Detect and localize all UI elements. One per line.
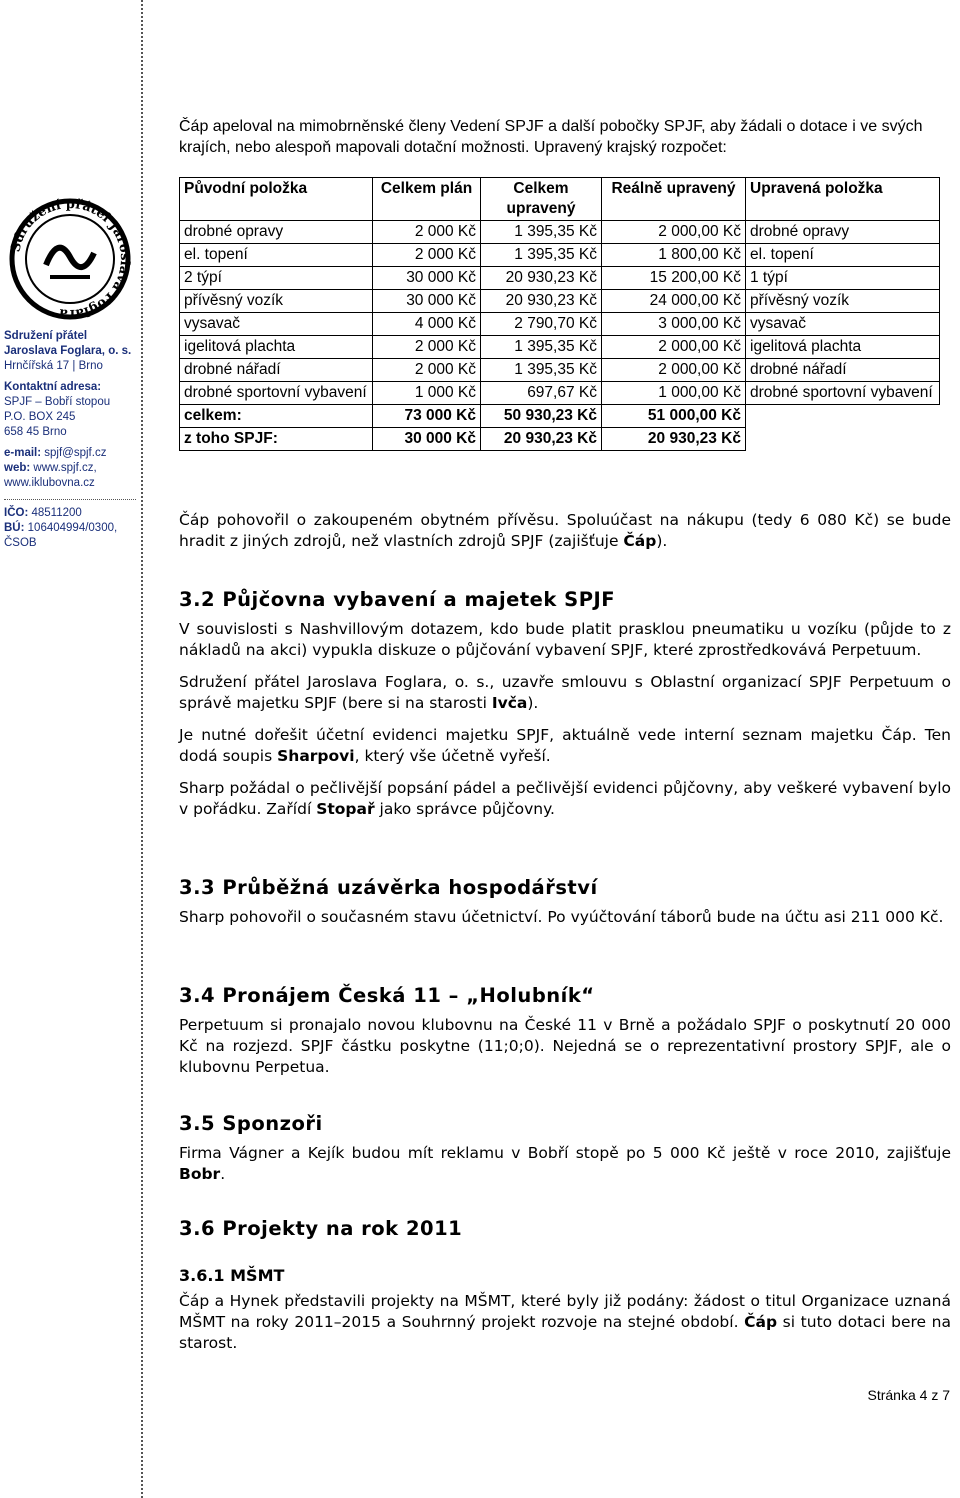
section-3-6: [179, 1217, 951, 1240]
web-line: web: www.spjf.cz,: [4, 462, 97, 474]
table-cell: 3 000,00 Kč: [602, 313, 746, 336]
section-3-6-1: [179, 1266, 951, 1354]
table-cell: 2 000 Kč: [373, 359, 481, 382]
table-cell: el. topení: [746, 244, 940, 267]
web-link[interactable]: www.spjf.cz,: [33, 462, 97, 474]
section-3-3: [179, 876, 951, 928]
table-cell: přívěsný vozík: [746, 290, 940, 313]
contact-line: 658 45 Brno: [4, 426, 67, 438]
section-heading: 3.4 Pronájem Česká 11 – „Holubník“: [179, 984, 595, 1007]
table-row: [180, 359, 940, 382]
column-header: Celkem plán: [373, 178, 481, 221]
svg-text:Sdružení přátel Jaroslava Fogl: Sdružení přátel Jaroslava Foglara: [8, 196, 133, 322]
section-heading: 3.6 Projekty na rok 2011: [179, 1217, 463, 1240]
table-cell: drobné opravy: [180, 221, 373, 244]
organization-seal-logo: [6, 195, 134, 323]
ico-line: IČO: 48511200: [4, 507, 82, 519]
section-heading: 3.2 Půjčovna vybavení a majetek SPJF: [179, 588, 616, 611]
table-total-row: [180, 428, 940, 451]
contact-line: SPJF – Bobří stopou: [4, 396, 111, 408]
table-row: [180, 244, 940, 267]
table-row: [180, 290, 940, 313]
section-3-5: [179, 1112, 951, 1185]
table-cell: igelitová plachta: [746, 336, 940, 359]
obytny-prives-paragraph: Čáp pohovořil o zakoupeném obytném přívěsu. Spoluúčast na nákupu (tedy 6 080 Kč) se bude hradit z jiných zdrojů, než vlastních zdrojů SPJF (zajišťuje Čáp).: [179, 511, 951, 550]
email-link[interactable]: spjf@spjf.cz: [44, 447, 107, 459]
margin-divider: [141, 0, 143, 1498]
paragraph: Sharp požádal o pečlivější popsání pádel a pečlivější evidenci půjčovny, aby veškeré vybavení bylo v pořádku. Zařídí Stopař jako správce půjčovny.: [179, 779, 951, 818]
table-cell: 2 000 Kč: [373, 221, 481, 244]
section-heading: 3.5 Sponzoři: [179, 1112, 323, 1135]
table-cell: 697,67 Kč: [481, 382, 602, 405]
web-link[interactable]: www.iklubovna.cz: [4, 477, 95, 489]
table-cell: 20 930,23 Kč: [481, 267, 602, 290]
column-header: Upravená položka: [746, 178, 940, 221]
paragraph: Firma Vágner a Kejík budou mít reklamu v Bobří stopě po 5 000 Kč ještě v roce 2010, zajišťuje Bobr.: [179, 1144, 951, 1183]
table-cell: 51 000,00 Kč: [602, 405, 746, 428]
table-cell: el. topení: [180, 244, 373, 267]
section-heading: 3.3 Průběžná uzávěrka hospodářství: [179, 876, 598, 899]
table-total-row: [180, 405, 940, 428]
empty-cell: [746, 405, 940, 428]
paragraph: Je nutné dořešit účetní evidenci majetku SPJF, aktuálně vede interní seznam majetku Čáp. Ten dodá soupis Sharpovi, který vše účetně vyřeší.: [179, 726, 951, 765]
table-cell: 1 000 Kč: [373, 382, 481, 405]
table-cell: drobné opravy: [746, 221, 940, 244]
table-cell: 1 395,35 Kč: [481, 221, 602, 244]
sidebar-divider: [4, 499, 136, 500]
table-cell: 2 790,70 Kč: [481, 313, 602, 336]
table-cell: 30 000 Kč: [373, 428, 481, 451]
contact-line: P.O. BOX 245: [4, 411, 76, 423]
paragraph: Sdružení přátel Jaroslava Foglara, o. s., uzavře smlouvu s Oblastní organizací SPJF Perpetuum o správě majetku SPJF (bere si na starosti Ivča).: [179, 673, 951, 712]
table-cell: 50 930,23 Kč: [481, 405, 602, 428]
paragraph: Sharp pohovořil o současném stavu účetnictví. Po vyúčtování táborů bude na účtu asi 211 000 Kč.: [179, 908, 944, 926]
table-cell: 4 000 Kč: [373, 313, 481, 336]
table-cell: celkem:: [180, 405, 373, 428]
table-cell: 73 000 Kč: [373, 405, 481, 428]
subsection-heading: 3.6.1 MŠMT: [179, 1266, 285, 1285]
table-cell: 1 000,00 Kč: [602, 382, 746, 405]
paragraph: Perpetuum si pronajalo novou klubovnu na České 11 v Brně a požádalo SPJF o poskytnutí 20 000 Kč na rozjezd. SPJF částku poskytne (11;0;0). Nejedná se o reprezentativní prostory SPJF, ale o klubovnu Perpetua.: [179, 1016, 951, 1076]
table-row: [180, 221, 940, 244]
table-cell: 1 800,00 Kč: [602, 244, 746, 267]
paragraph: Čáp a Hynek představili projekty na MŠMT, které byly již podány: žádost o titul Organizace uznaná MŠMT na roky 2011–2015 a Souhrnný projekt rozvoje na stejné období. Čáp si tuto dotaci bere na starost.: [179, 1292, 951, 1352]
table-cell: 20 930,23 Kč: [602, 428, 746, 451]
table-cell: vysavač: [746, 313, 940, 336]
table-cell: 24 000,00 Kč: [602, 290, 746, 313]
table-cell: 30 000 Kč: [373, 267, 481, 290]
table-cell: drobné sportovní vybavení: [180, 382, 373, 405]
table-cell: 1 395,35 Kč: [481, 336, 602, 359]
empty-cell: [746, 428, 940, 451]
table-cell: 2 týpí: [180, 267, 373, 290]
table-cell: 1 395,35 Kč: [481, 244, 602, 267]
column-header: Reálně upravený: [602, 178, 746, 221]
page-number: Stránka 4 z 7: [867, 1387, 950, 1403]
budget-table: [179, 177, 940, 451]
table-cell: 1 395,35 Kč: [481, 359, 602, 382]
table-cell: 15 200,00 Kč: [602, 267, 746, 290]
table-cell: drobné nářadí: [180, 359, 373, 382]
table-row: [180, 267, 940, 290]
column-header: Původní položka: [180, 178, 373, 221]
column-header: Celkem upravený: [481, 178, 602, 221]
table-row: [180, 382, 940, 405]
table-cell: vysavač: [180, 313, 373, 336]
contact-heading: Kontaktní adresa:: [4, 381, 102, 393]
table-cell: 20 930,23 Kč: [481, 428, 602, 451]
email-line: e-mail: spjf@spjf.cz: [4, 447, 107, 459]
bank-name: ČSOB: [4, 537, 37, 549]
org-address: Hrnčířská 17 | Brno: [4, 360, 103, 372]
table-cell: 30 000 Kč: [373, 290, 481, 313]
intro-paragraph: Čáp apeloval na mimobrněnské členy Vedení SPJF a další pobočky SPJF, aby žádali o dotace i ve svých krajích, nebo alespoň mapovali dotační možnosti. Upravený krajský rozpočet:: [179, 118, 923, 156]
table-cell: drobné sportovní vybavení: [746, 382, 940, 405]
bank-account-line: BÚ: 106404994/0300,: [4, 522, 118, 534]
table-cell: 1 týpí: [746, 267, 940, 290]
table-cell: drobné nářadí: [746, 359, 940, 382]
sidebar: [4, 195, 136, 551]
table-cell: 2 000,00 Kč: [602, 221, 746, 244]
org-name: Sdružení přátel Jaroslava Foglara, o. s.: [4, 330, 132, 357]
table-cell: 2 000 Kč: [373, 336, 481, 359]
table-row: [180, 313, 940, 336]
table-cell: z toho SPJF:: [180, 428, 373, 451]
table-cell: 2 000,00 Kč: [602, 336, 746, 359]
table-row: [180, 336, 940, 359]
table-cell: 20 930,23 Kč: [481, 290, 602, 313]
section-3-4: [179, 984, 951, 1078]
table-cell: igelitová plachta: [180, 336, 373, 359]
paragraph: V souvislosti s Nashvillovým dotazem, kdo bude platit prasklou pneumatiku u vozíku (půjde to z nákladů na akci) vypukla diskuze o půjčování vybavení SPJF, které zprostředkovává Perpetuum.: [179, 620, 951, 659]
table-cell: přívěsný vozík: [180, 290, 373, 313]
table-cell: 2 000,00 Kč: [602, 359, 746, 382]
table-cell: 2 000 Kč: [373, 244, 481, 267]
table-header-row: [180, 178, 940, 221]
section-3-2: [179, 588, 951, 820]
